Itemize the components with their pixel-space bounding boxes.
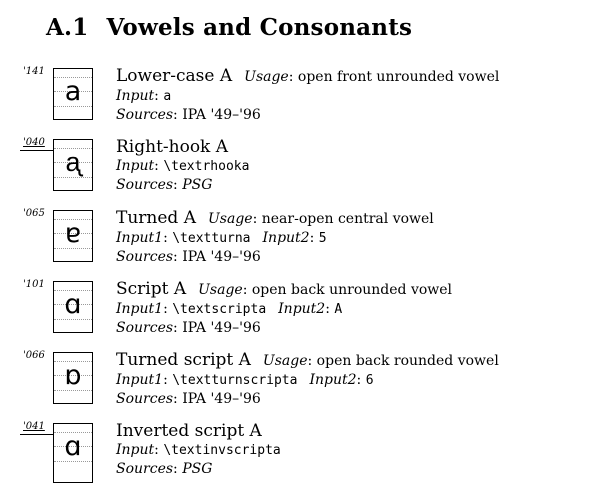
- glyph-input: \textrhooka: [163, 159, 250, 174]
- section-number: A.1: [46, 14, 89, 41]
- glyph-sample: ɑ: [64, 431, 82, 462]
- glyph-entry-turned-a: '065 ɐ Turned A Usage: near-open central vowel Input1: \textturna Input2: 5 Sources: IPA '49–'96: [23, 208, 434, 265]
- glyph-box: [53, 210, 93, 262]
- glyph-sample: ɑ: [64, 289, 82, 320]
- glyph-box: [53, 423, 93, 483]
- glyph-input1: \textturnscripta: [172, 373, 298, 388]
- glyph-name: Turned script A: [116, 350, 251, 370]
- glyph-input: a: [163, 89, 172, 104]
- section-title: [46, 14, 412, 41]
- glyph-entry-inverted-script-a: '041 ɑ Inverted script A Input: \textinvscripta Sources: PSG: [0, 421, 600, 493]
- glyph-sources: IPA '49–'96: [182, 320, 261, 336]
- glyph-box: [53, 139, 93, 191]
- glyph-entry-script-a: '101 ɑ Script A Usage: open back unrounded vowel Input1: \textscripta Input2: A Sources: IPA '49–'96: [23, 279, 453, 336]
- glyph-usage: open front unrounded vowel: [297, 69, 500, 85]
- glyph-name: Right-hook A: [116, 137, 229, 157]
- leader-line: [20, 434, 53, 435]
- glyph-name: Lower-case A: [116, 66, 233, 86]
- glyph-name: Script A: [116, 279, 187, 299]
- glyph-usage: near-open central vowel: [261, 211, 434, 227]
- glyph-sources: PSG: [182, 461, 213, 477]
- glyph-sources: IPA '49–'96: [182, 107, 261, 123]
- glyph-input1: \textscripta: [172, 302, 267, 317]
- glyph-name: Turned A: [116, 208, 196, 228]
- section-heading: Vowels and Consonants: [106, 14, 413, 41]
- glyph-sources: IPA '49–'96: [182, 249, 261, 265]
- glyph-code: '040: [23, 137, 45, 148]
- glyph-code: '041: [23, 421, 45, 432]
- glyph-usage: open back unrounded vowel: [251, 282, 453, 298]
- glyph-entry-lowercase-a: '141 a Lower-case A Usage: open front unrounded vowel Input: a Sources: IPA '49–'96: [23, 66, 500, 123]
- glyph-sample: a: [64, 76, 82, 107]
- glyph-sample: ᶏ: [65, 147, 81, 178]
- glyph-input: \textinvscripta: [163, 443, 281, 458]
- glyph-name: Inverted script A: [116, 421, 262, 441]
- glyph-box: [53, 281, 93, 333]
- glyph-box: [53, 352, 93, 404]
- glyph-entry-turned-script-a: '066 ɒ Turned script A Usage: open back rounded vowel Input1: \textturnscripta Input2: 6 Sources: IPA '49–'96: [23, 350, 499, 407]
- glyph-code: '141: [23, 66, 45, 77]
- glyph-input2: 5: [318, 231, 327, 246]
- glyph-sources: IPA '49–'96: [182, 391, 261, 407]
- glyph-sample: ɒ: [64, 360, 82, 391]
- glyph-input1: \textturna: [172, 231, 251, 246]
- glyph-sample: ɐ: [64, 218, 82, 249]
- glyph-usage: open back rounded vowel: [316, 353, 499, 369]
- glyph-input2: A: [334, 302, 343, 317]
- glyph-sources: PSG: [182, 177, 213, 193]
- glyph-box: [53, 68, 93, 120]
- glyph-input2: 6: [365, 373, 374, 388]
- glyph-code: '066: [23, 350, 45, 361]
- glyph-entry-right-hook-a: '040 ᶏ Right-hook A Input: \textrhooka Sources: PSG: [0, 137, 600, 209]
- glyph-code: '065: [23, 208, 45, 219]
- leader-line: [20, 150, 53, 151]
- glyph-code: '101: [23, 279, 45, 290]
